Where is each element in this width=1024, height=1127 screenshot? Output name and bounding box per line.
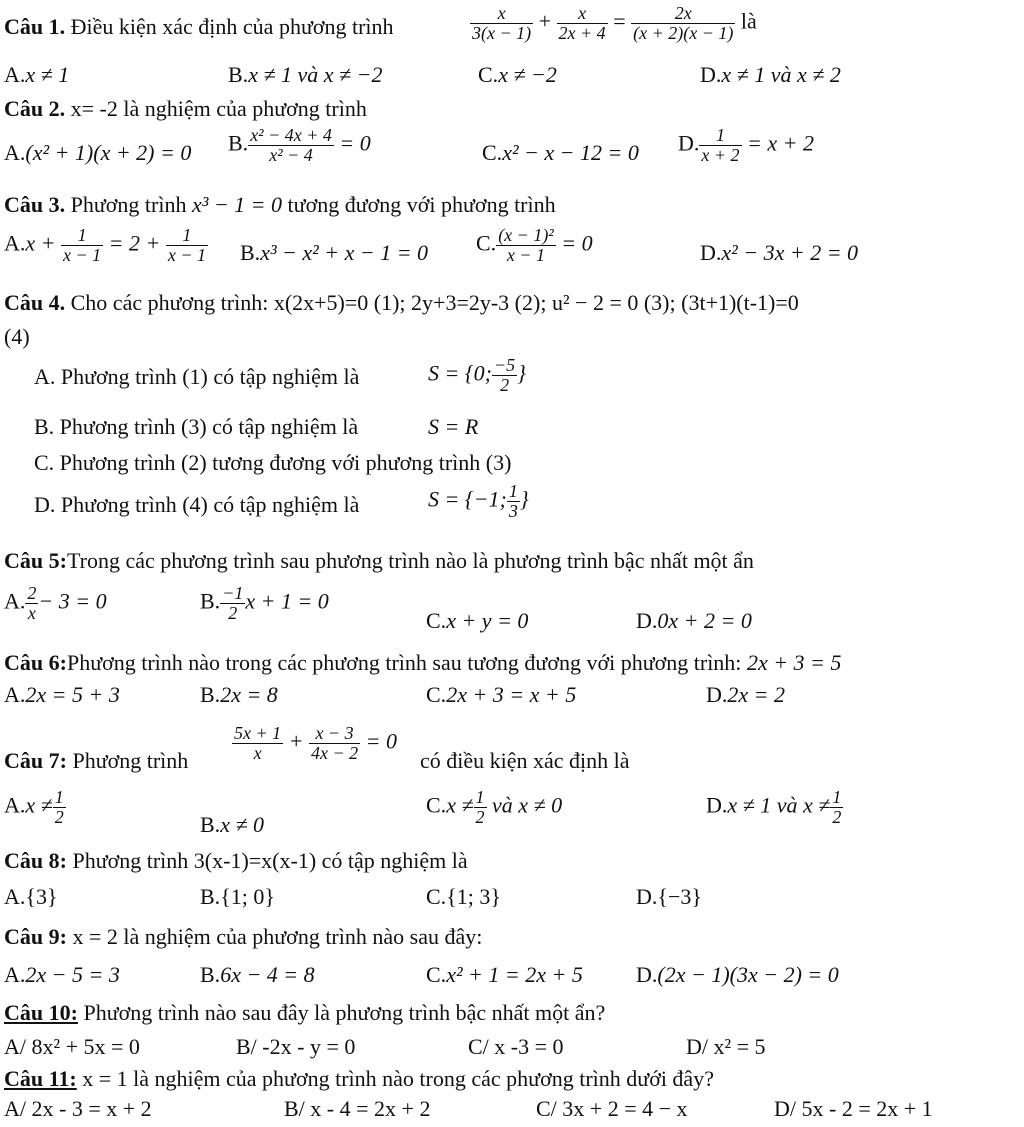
option-a[interactable]: A. $\frac{2}{x}$ − 3 = 0 bbox=[4, 583, 107, 623]
option-c[interactable]: C.x² − x − 12 = 0 bbox=[482, 140, 639, 165]
option-a[interactable]: A.x ≠ $\frac{1}{2}$ bbox=[4, 787, 64, 827]
option-c[interactable]: C.x ≠ $\frac{1}{2}$ và x ≠ 0 bbox=[426, 787, 563, 827]
option-d[interactable]: D.2x = 2 bbox=[706, 682, 786, 707]
option-c[interactable]: C.x ≠ −2 bbox=[478, 62, 557, 87]
option-d[interactable]: D.x² − 3x + 2 = 0 bbox=[700, 240, 859, 265]
question-text: Điều kiện xác định của phương trình bbox=[70, 14, 394, 39]
option-b[interactable]: B/ -2x - y = 0 bbox=[236, 1034, 356, 1059]
question-text: Phương trình nào sau đây là phương trình bậc nhất một ẩn? bbox=[83, 1000, 606, 1025]
question-label: Câu 9: bbox=[4, 924, 67, 949]
option-d[interactable]: D.0x + 2 = 0 bbox=[636, 608, 752, 633]
option-d[interactable]: D.x ≠ 1 và x ≠ 2 bbox=[700, 62, 841, 87]
option-d[interactable]: D.(2x − 1)(3x − 2) = 0 bbox=[636, 962, 839, 987]
question-label: Câu 4. bbox=[4, 290, 66, 315]
question-text: Phương trình 3(x-1)=x(x-1) có tập nghiệm là bbox=[72, 848, 468, 873]
question-label: Câu 8: bbox=[4, 848, 67, 873]
option-d[interactable]: D/ 5x - 2 = 2x + 1 bbox=[774, 1096, 933, 1121]
option-b[interactable]: B/ x - 4 = 2x + 2 bbox=[284, 1096, 431, 1121]
equation: x³ − 1 = 0 bbox=[191, 192, 283, 217]
option-c[interactable]: C.x + y = 0 bbox=[426, 608, 529, 633]
question-label: Câu 10: bbox=[4, 1000, 78, 1025]
option-d[interactable]: D. $\frac{1}{x + 2}$ = x + 2 bbox=[678, 125, 814, 165]
option-b[interactable]: B.{1; 0} bbox=[200, 884, 275, 909]
question-label: Câu 6: bbox=[4, 650, 67, 675]
option-c[interactable]: C.2x + 3 = x + 5 bbox=[426, 682, 577, 707]
option-a[interactable]: A.x + $\frac{1}{x - 1}$ = 2 + $\frac{1}{x - 1}$ bbox=[4, 225, 206, 265]
option-b[interactable]: B. $\frac{-1}{2}$ x + 1 = 0 bbox=[200, 583, 329, 623]
option-c[interactable]: C. $\frac{\text{(x − 1)²}}{x - 1}$ = 0 bbox=[476, 225, 593, 265]
equation: $\frac{5x + 1}{x}$ + $\frac{x - 3}{4x - 2}$ = 0 bbox=[234, 723, 397, 763]
option-c[interactable]: C/ x -3 = 0 bbox=[468, 1034, 564, 1059]
option-d[interactable]: D.x ≠ 1 và x ≠ $\frac{1}{2}$ bbox=[706, 787, 842, 827]
question-text: Trong các phương trình sau phương trình nào là phương trình bậc nhất một ẩn bbox=[66, 548, 754, 573]
option-a[interactable]: A.{3} bbox=[4, 884, 58, 909]
question-text: x = 1 là nghiệm của phương trình nào trong các phương trình dưới đây? bbox=[82, 1066, 714, 1091]
question-label: Câu 5: bbox=[4, 548, 67, 573]
question-text: x = 2 là nghiệm của phương trình nào sau đây: bbox=[72, 924, 483, 949]
option-b[interactable]: B. $\frac{\text{x² − 4x + 4}}{\text{x² − 4}}$ = 0 bbox=[228, 125, 371, 165]
option-a[interactable]: A.x ≠ 1 bbox=[4, 62, 70, 87]
option-b[interactable]: B.2x = 8 bbox=[200, 682, 278, 707]
option-d[interactable]: D/ x² = 5 bbox=[686, 1034, 766, 1059]
question-text: Cho các phương trình: x(2x+5)=0 (1); 2y+3=2y-3 (2); u² − 2 = 0 (3); (3t+1)(t-1)=0 bbox=[70, 290, 799, 315]
question-text: Phương trình nào trong các phương trình sau tương đương với phương trình: bbox=[66, 650, 742, 675]
equation: 2x + 3 = 5 bbox=[746, 650, 842, 675]
question-label: Câu 11: bbox=[4, 1066, 77, 1091]
question-label: Câu 7: bbox=[4, 748, 67, 773]
option-d[interactable]: D.{−3} bbox=[636, 884, 702, 909]
option-b[interactable]: B.x³ − x² + x − 1 = 0 bbox=[240, 240, 429, 265]
question-label: Câu 2. bbox=[4, 96, 66, 121]
option-a[interactable]: A.(x² + 1)(x + 2) = 0 bbox=[4, 140, 192, 165]
equation: $\frac{x}{3(x - 1)}$ + $\frac{x}{2x + 4}$ = $\frac{2x}{(x + 2)(x - 1)}$ là bbox=[472, 3, 757, 43]
option-c[interactable]: C.x² + 1 = 2x + 5 bbox=[426, 962, 583, 987]
option-b[interactable]: B.x ≠ 1 và x ≠ −2 bbox=[228, 62, 383, 87]
option-a[interactable]: A.2x = 5 + 3 bbox=[4, 682, 120, 707]
question-text: x= -2 là nghiệm của phương trình bbox=[70, 96, 367, 121]
option-c[interactable]: C.{1; 3} bbox=[426, 884, 501, 909]
question-label: Câu 1. bbox=[4, 14, 66, 39]
option-a[interactable]: A/ 2x - 3 = x + 2 bbox=[4, 1096, 152, 1121]
option-b[interactable]: B.x ≠ 0 bbox=[200, 812, 265, 837]
option-a[interactable]: A.2x − 5 = 3 bbox=[4, 962, 120, 987]
option-b[interactable]: B.6x − 4 = 8 bbox=[200, 962, 315, 987]
question-label: Câu 3. bbox=[4, 192, 66, 217]
option-c[interactable]: C/ 3x + 2 = 4 − x bbox=[536, 1096, 688, 1121]
option-a[interactable]: A/ 8x² + 5x = 0 bbox=[4, 1034, 140, 1059]
